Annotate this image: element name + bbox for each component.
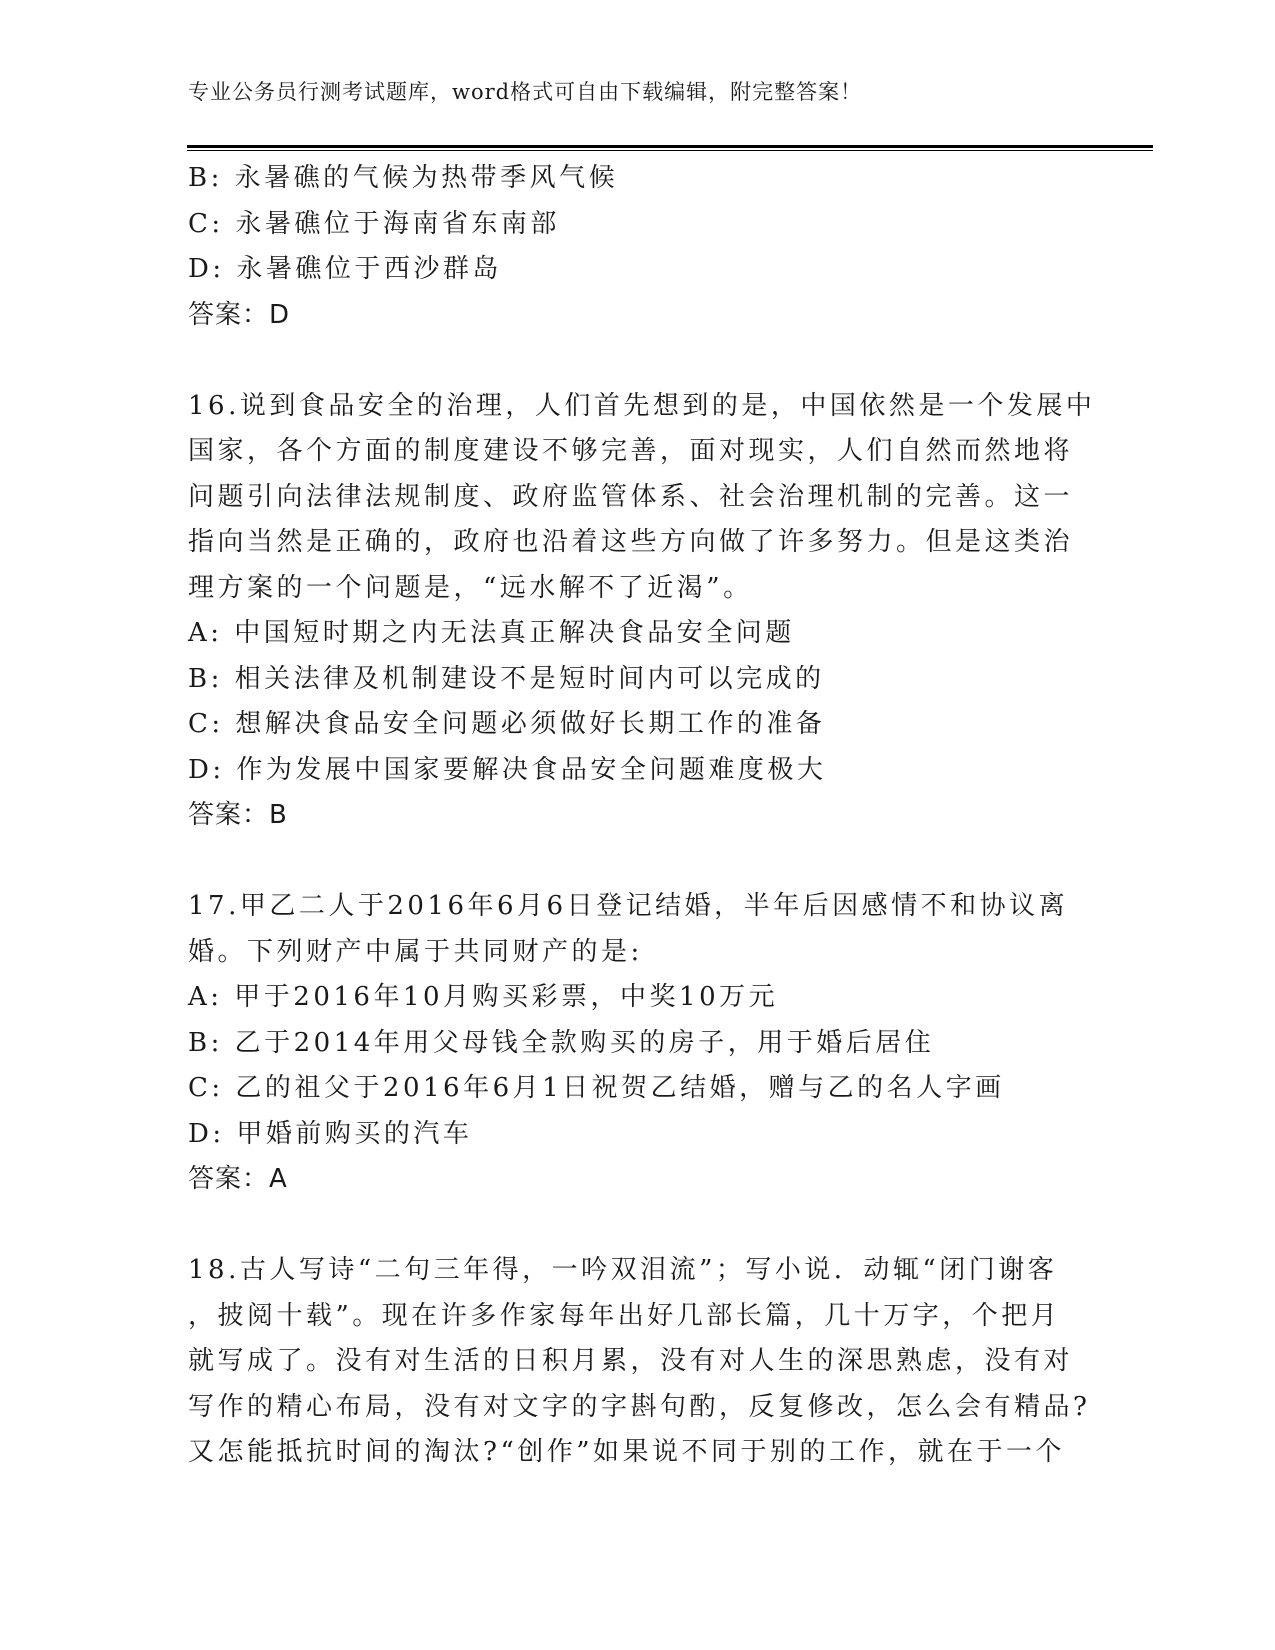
question-stem-line: 国家，各个方面的制度建设不够完善，面对现实，人们自然而然地将	[188, 436, 1074, 466]
spacer	[188, 1203, 1098, 1249]
option-c: C: 永暑礁位于海南省东南部	[188, 208, 560, 239]
option-d: D: 永暑礁位于西沙群岛	[188, 254, 502, 284]
header-rule-thick	[187, 145, 1153, 148]
answer: 答案：D	[188, 299, 291, 330]
spacer	[188, 839, 1098, 885]
answer: 答案：B	[188, 800, 288, 830]
question-18	[188, 1248, 1098, 1476]
question-stem-line: 问题引向法律法规制度、政府监管体系、社会治理机制的完善。这一	[188, 481, 1074, 512]
question-17	[188, 884, 1098, 1203]
page-header: 专业公务员行测考试题库，word格式可自由下载编辑，附完整答案！	[188, 80, 863, 104]
question-stem-line: 就写成了。没有对生活的日积月累，没有对人生的深思熟虑，没有对	[188, 1346, 1074, 1376]
option-c: C: 想解决食品安全问题必须做好长期工作的准备	[188, 709, 826, 739]
option-a: A: 甲于2016年10月购买彩票，中奖10万元	[188, 982, 779, 1012]
question-stem-line: 婚。下列财产中属于共同财产的是:	[188, 936, 643, 967]
question-stem-line: 理方案的一个问题是，“远水解不了近渴”。	[188, 572, 753, 603]
option-d: D: 作为发展中国家要解决食品安全问题难度极大	[188, 754, 827, 785]
question-content	[188, 156, 1098, 1476]
option-b: B: 相关法律及机制建设不是短时间内可以完成的	[188, 663, 825, 694]
question-16	[188, 384, 1098, 839]
option-c: C: 乙的祖父于2016年6月1日祝贺乙结婚，赠与乙的名人字画	[188, 1073, 1005, 1103]
question-stem-line: 17.甲乙二人于2016年6月6日登记结婚，半年后因感情不和协议离	[188, 891, 1069, 921]
question-stem-line: 16.说到食品安全的治理，人们首先想到的是，中国依然是一个发展中	[188, 390, 1096, 421]
question-stem-line: 写作的精心布局，没有对文字的字斟句酌，反复修改，怎么会有精品?	[188, 1391, 1091, 1422]
question-stem-line: ，披阅十载”。现在许多作家每年出好几部长篇，几十万字，个把月	[188, 1300, 1061, 1331]
answer: 答案：A	[188, 1164, 288, 1194]
option-b: B: 永暑礁的气候为热带季风气候	[188, 163, 619, 193]
option-d: D: 甲婚前购买的汽车	[188, 1118, 473, 1149]
header-rule-thin	[187, 150, 1153, 151]
question-stem-line: 指向当然是正确的，政府也沿着这些方向做了许多努力。但是这类治	[188, 527, 1074, 557]
option-b: B: 乙于2014年用父母钱全款购买的房子，用于婚后居住	[188, 1027, 935, 1058]
question-15	[188, 156, 1098, 338]
option-a: A: 中国短时期之内无法真正解决食品安全问题	[188, 618, 795, 648]
question-stem-line: 又怎能抵抗时间的淘汰?“创作”如果说不同于别的工作，就在于一个	[188, 1437, 1066, 1467]
question-stem-line: 18.古人写诗“二句三年得，一吟双泪流”；写小说．动辄“闭门谢客	[188, 1255, 1058, 1285]
spacer	[188, 338, 1098, 384]
